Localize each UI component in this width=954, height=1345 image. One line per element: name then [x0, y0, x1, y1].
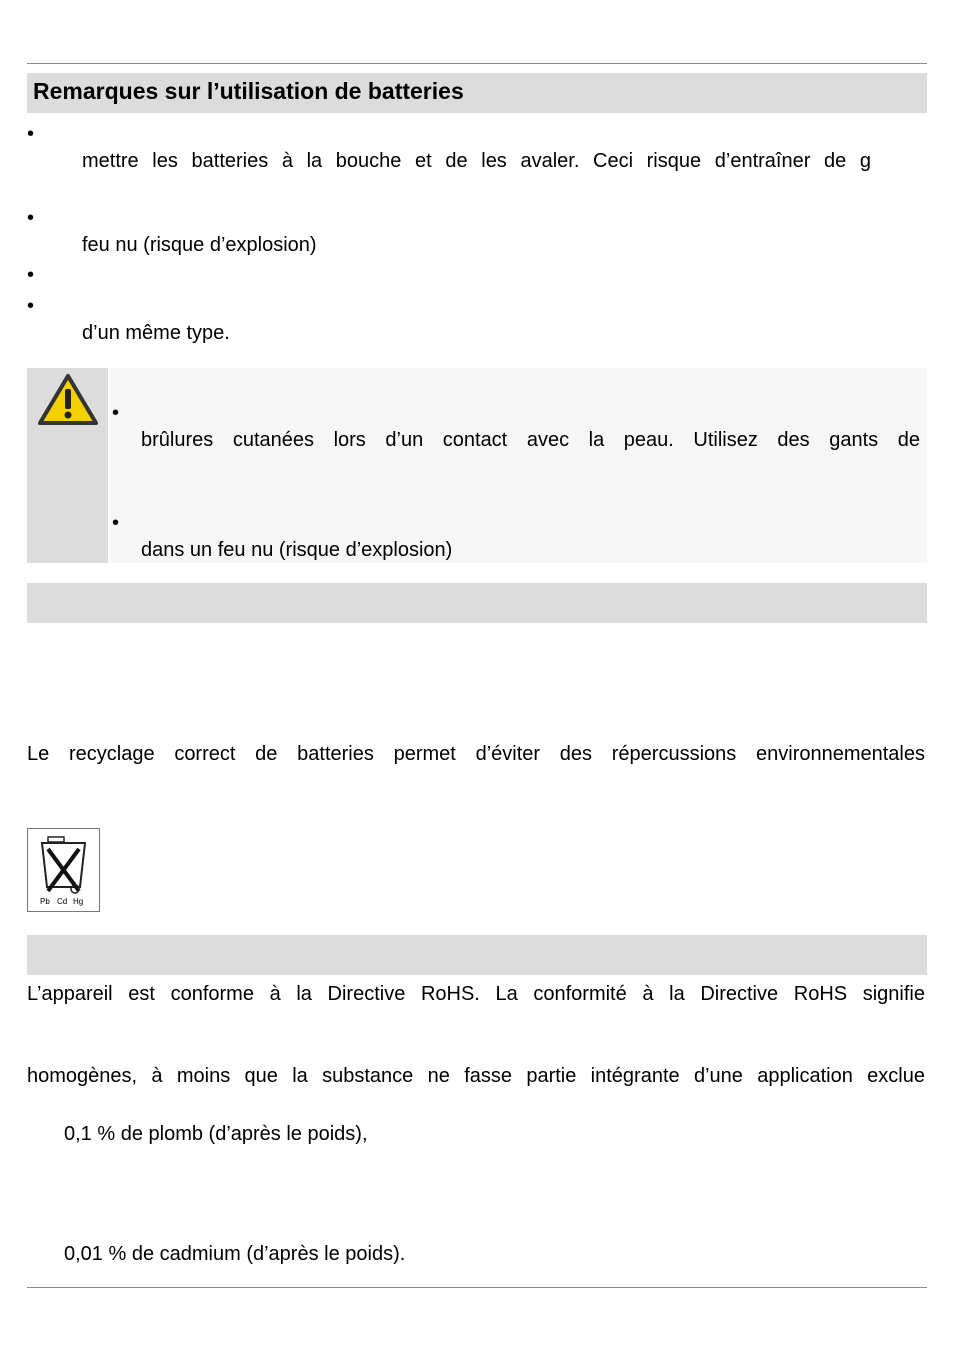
bottom-rule	[27, 1287, 927, 1288]
section-title: Remarques sur l’utilisation de batteries	[33, 78, 464, 104]
bullet-marker: •	[112, 402, 120, 424]
bullet-marker: •	[27, 264, 35, 286]
bullet-marker: •	[27, 207, 35, 229]
section-header-recycling	[27, 583, 927, 623]
bullet-marker: •	[27, 123, 35, 145]
bullet-marker: •	[112, 512, 120, 534]
top-rule	[27, 63, 927, 64]
bullet-text: feu nu (risque d’explosion)	[82, 234, 317, 256]
rohs-item-lead: 0,1 % de plomb (d’après le poids),	[64, 1123, 368, 1145]
warning-text: brûlures cutanées lors d’un contact avec la peau. Utilisez des gants de	[141, 429, 920, 451]
rohs-line-2: homogènes, à moins que la substance ne fasse partie intégrante d’une application exclue	[27, 1065, 925, 1087]
recycling-paragraph: Le recyclage correct de batteries permet d’éviter des répercussions environnementales	[27, 743, 925, 765]
section-header-batteries	[27, 73, 927, 113]
rohs-line-1: L’appareil est conforme à la Directive RoHS. La conformité à la Directive RoHS signifie	[27, 983, 925, 1005]
warning-icon-cell	[27, 368, 108, 563]
bin-label-cd: Cd	[57, 897, 68, 906]
bullet-text: d’un même type.	[82, 322, 230, 344]
bullet-text: mettre les batteries à la bouche et de les avaler. Ceci risque d’entraîner de g	[82, 150, 871, 172]
warning-content	[109, 368, 927, 563]
warning-triangle-icon	[37, 373, 99, 427]
bin-label-hg: Hg	[73, 897, 84, 906]
bullet-marker: •	[27, 295, 35, 317]
warning-text: dans un feu nu (risque d’explosion)	[141, 539, 453, 561]
rohs-item-cadmium: 0,01 % de cadmium (d’après le poids).	[64, 1243, 406, 1265]
section-header-rohs	[27, 935, 927, 975]
crossed-bin-icon	[27, 828, 100, 912]
bin-label-pb: Pb	[40, 897, 50, 906]
